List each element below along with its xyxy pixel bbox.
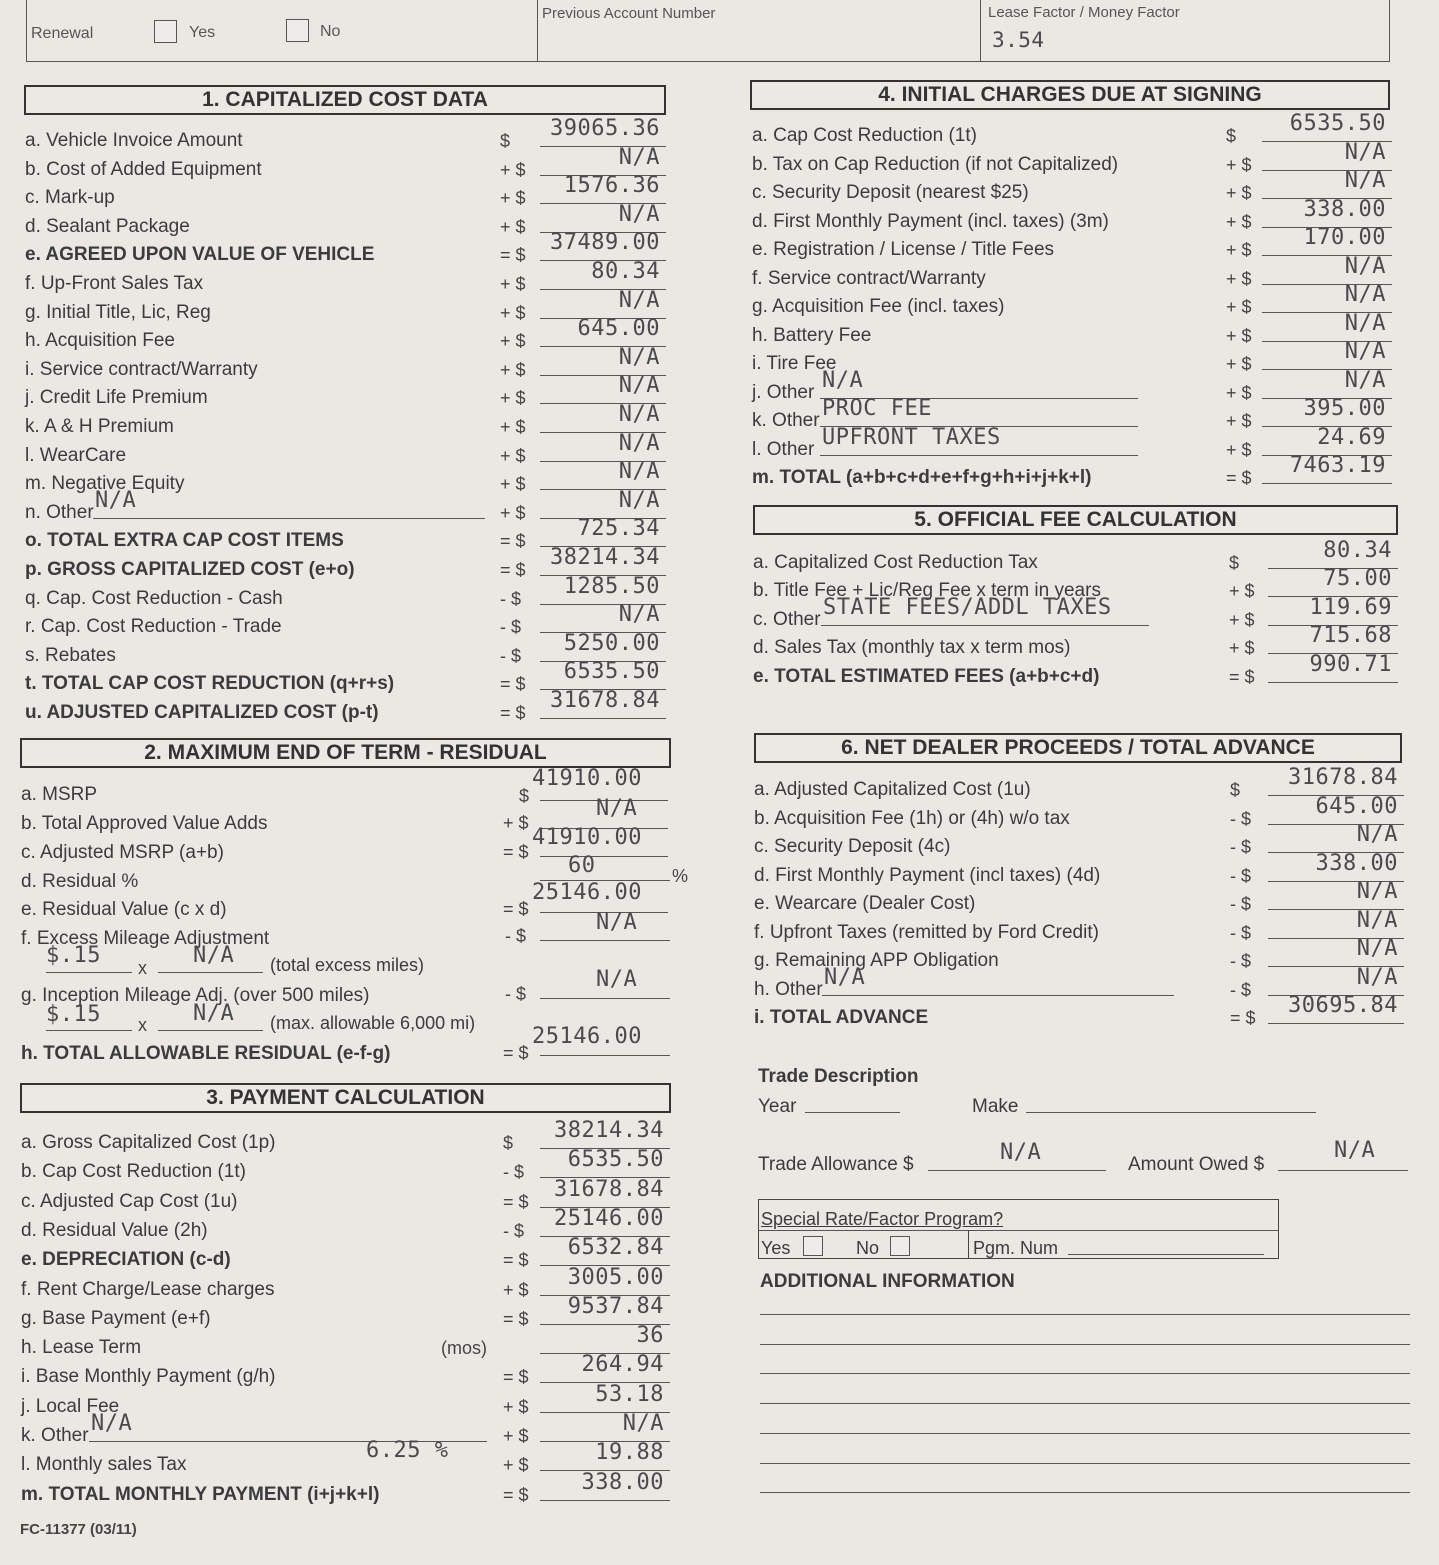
s4-row-label: g. Acquisition Fee (incl. taxes) bbox=[752, 296, 1005, 317]
s2-d-label: d. Residual % bbox=[21, 871, 139, 892]
s3-other-value[interactable]: N/A bbox=[91, 1411, 133, 1436]
s2-e-op: = $ bbox=[503, 899, 529, 919]
s1-row-label: t. TOTAL CAP COST REDUCTION (q+r+s) bbox=[25, 673, 395, 695]
s5-row-label: b. Title Fee + Lic/Reg Fee x term in years bbox=[753, 580, 1101, 602]
s1-row-label: b. Cost of Added Equipment bbox=[25, 158, 262, 180]
s2-g-op: - $ bbox=[505, 984, 527, 1004]
s2-g-miles[interactable]: N/A bbox=[193, 1001, 235, 1026]
s2-g-miles-line bbox=[158, 1030, 263, 1031]
trade-allowance-line bbox=[928, 1170, 1106, 1171]
s5-row-label: d. Sales Tax (monthly tax x term mos) bbox=[753, 637, 1071, 659]
s1-row-line bbox=[540, 718, 666, 719]
s1-row-label: h. Acquisition Fee bbox=[25, 330, 175, 352]
s2-d-percent: % bbox=[672, 866, 689, 886]
s1-row-label: g. Initial Title, Lic, Reg bbox=[25, 301, 211, 323]
s3-row-operator: + $ bbox=[503, 1455, 529, 1476]
s4-row-value[interactable]: N/A bbox=[1344, 282, 1386, 307]
s3-row-operator: = $ bbox=[503, 1250, 529, 1271]
s3-row-operator: - $ bbox=[503, 1162, 525, 1183]
s1-row-label: p. GROSS CAPITALIZED COST (e+o) bbox=[25, 559, 355, 580]
s3-row-value[interactable]: 19.88 bbox=[595, 1440, 664, 1466]
s3-row-operator: (mos) bbox=[441, 1338, 487, 1359]
s6-row-label: a. Adjusted Capitalized Cost (1u) bbox=[754, 779, 1031, 800]
s1-row-label: c. Mark-up bbox=[25, 187, 115, 209]
s2-g-label: g. Inception Mileage Adj. (over 500 miles) bbox=[21, 985, 370, 1006]
special-rate-divider bbox=[758, 1230, 1279, 1231]
s4-title: 4. INITIAL CHARGES DUE AT SIGNING bbox=[750, 80, 1390, 110]
s5-row-operator: + $ bbox=[1229, 638, 1255, 659]
s2-f-value[interactable]: N/A bbox=[596, 910, 638, 935]
s3-row-value[interactable]: 9537.84 bbox=[567, 1293, 664, 1319]
amount-owed-label: Amount Owed $ bbox=[1128, 1154, 1265, 1175]
s1-row-operator: + $ bbox=[500, 274, 526, 294]
s6-row-label: c. Security Deposit (4c) bbox=[754, 836, 951, 857]
s6-title: 6. NET DEALER PROCEEDS / TOTAL ADVANCE bbox=[754, 733, 1402, 763]
s4-row-operator: + $ bbox=[1226, 297, 1252, 317]
s2-c-line bbox=[540, 856, 668, 857]
s4-row-value[interactable]: 338.00 bbox=[1303, 196, 1386, 222]
s1-row-label: o. TOTAL EXTRA CAP COST ITEMS bbox=[25, 530, 344, 552]
s1-row-operator: = $ bbox=[500, 245, 526, 266]
s1-row-operator: + $ bbox=[500, 388, 526, 409]
amount-owed-line bbox=[1278, 1170, 1408, 1171]
s1-row-label: q. Cap. Cost Reduction - Cash bbox=[25, 587, 283, 609]
s6-row-label: d. First Monthly Payment (incl taxes) (4d) bbox=[754, 864, 1101, 886]
s2-f-rate-line bbox=[46, 972, 132, 973]
s3-title: 3. PAYMENT CALCULATION bbox=[20, 1083, 671, 1113]
s1-row-operator: - $ bbox=[500, 617, 522, 638]
s6-row-operator: = $ bbox=[1230, 1008, 1256, 1028]
s2-g-value[interactable]: N/A bbox=[596, 967, 638, 992]
s1-row-value[interactable]: N/A bbox=[618, 373, 660, 399]
s3-row-line bbox=[540, 1500, 670, 1501]
s2-h-label: h. TOTAL ALLOWABLE RESIDUAL (e-f-g) bbox=[21, 1043, 391, 1064]
s6-row-value[interactable]: N/A bbox=[1356, 936, 1398, 961]
additional-info-line[interactable] bbox=[760, 1492, 1410, 1493]
s1-row-value[interactable]: N/A bbox=[618, 402, 660, 427]
s2-f-miles[interactable]: N/A bbox=[193, 943, 235, 968]
s1-row-operator: = $ bbox=[500, 531, 526, 552]
s1-row-operator: = $ bbox=[500, 674, 526, 695]
s1-row-label: i. Service contract/Warranty bbox=[25, 358, 258, 380]
s1-row-operator: $ bbox=[500, 131, 511, 151]
s5-other-value[interactable]: STATE FEES/ADDL TAXES bbox=[823, 594, 1112, 620]
s3-row-value[interactable]: 53.18 bbox=[595, 1381, 664, 1407]
section-2-title: 2. MAXIMUM END OF TERM - RESIDUAL bbox=[20, 738, 671, 768]
header-divider bbox=[537, 0, 538, 62]
s4-row-label: d. First Monthly Payment (incl. taxes) (3m) bbox=[752, 210, 1109, 232]
s6-row-label: g. Remaining APP Obligation bbox=[754, 950, 999, 971]
s1-row-value[interactable]: N/A bbox=[618, 144, 660, 170]
s1-row-value[interactable]: 6535.50 bbox=[563, 659, 660, 685]
s1-other-value[interactable]: N/A bbox=[95, 487, 137, 513]
s3-row-value[interactable]: 338.00 bbox=[581, 1469, 664, 1495]
s4-row-value[interactable]: 6535.50 bbox=[1289, 111, 1386, 136]
s4-row-value[interactable]: N/A bbox=[1344, 367, 1386, 393]
trade-year-field[interactable] bbox=[805, 1112, 900, 1113]
s6-row-operator: - $ bbox=[1230, 922, 1252, 943]
s4-row-value[interactable]: N/A bbox=[1344, 310, 1386, 336]
s2-g-note: (max. allowable 6,000 mi) bbox=[270, 1013, 476, 1033]
s6-row-label: h. Other bbox=[754, 978, 823, 1000]
s1-row-value[interactable]: 1576.36 bbox=[563, 173, 660, 199]
renewal-label: Renewal bbox=[31, 25, 94, 42]
s2-a-value[interactable]: 41910.00 bbox=[532, 766, 642, 791]
s2-g-times: x bbox=[138, 1015, 147, 1035]
s1-row-label: l. WearCare bbox=[25, 444, 127, 466]
s1-row-operator: + $ bbox=[500, 159, 526, 180]
s2-b-value[interactable]: N/A bbox=[596, 796, 638, 821]
s3-row-value[interactable]: 264.94 bbox=[581, 1352, 664, 1378]
s6-other-value[interactable]: N/A bbox=[824, 964, 866, 990]
s2-g-line bbox=[540, 998, 670, 999]
s2-a-label: a. MSRP bbox=[21, 784, 98, 805]
additional-info-line[interactable] bbox=[760, 1314, 1410, 1315]
s3-row-value[interactable]: 6535.50 bbox=[567, 1147, 664, 1173]
s3-row-label: g. Base Payment (e+f) bbox=[21, 1307, 211, 1329]
s1-row-value[interactable]: 80.34 bbox=[591, 259, 660, 284]
s6-row-value[interactable]: N/A bbox=[1356, 879, 1398, 904]
s5-row-label: c. Other bbox=[753, 608, 821, 630]
s2-b-label: b. Total Approved Value Adds bbox=[21, 813, 268, 834]
s1-row-value[interactable]: 31678.84 bbox=[550, 688, 660, 713]
s1-row-value[interactable]: N/A bbox=[618, 430, 660, 456]
s3-row-operator: + $ bbox=[503, 1396, 529, 1417]
s1-row-value[interactable]: N/A bbox=[618, 287, 660, 313]
s5-row-value[interactable]: 990.71 bbox=[1309, 651, 1392, 677]
s5-row-value[interactable]: 75.00 bbox=[1323, 566, 1392, 592]
s4-row-value[interactable]: N/A bbox=[1344, 168, 1386, 193]
s4-row-value[interactable]: 24.69 bbox=[1317, 424, 1386, 450]
trade-description-title: Trade Description bbox=[758, 1066, 919, 1087]
s1-row-value[interactable]: 38214.34 bbox=[550, 545, 660, 570]
additional-info-line[interactable] bbox=[760, 1373, 1410, 1374]
s2-f-miles-line bbox=[158, 972, 263, 973]
s2-e-label: e. Residual Value (c x d) bbox=[21, 899, 227, 920]
s4-row-value[interactable]: N/A bbox=[1344, 253, 1386, 279]
s4-other-value[interactable]: UPFRONT TAXES bbox=[822, 424, 1001, 450]
s2-f-note: (total excess miles) bbox=[270, 955, 425, 975]
s6-row-value[interactable]: 338.00 bbox=[1315, 850, 1398, 876]
s5-title: 5. OFFICIAL FEE CALCULATION bbox=[753, 505, 1398, 535]
s2-h-op: = $ bbox=[503, 1043, 529, 1063]
s1-row-label: e. AGREED UPON VALUE OF VEHICLE bbox=[25, 244, 375, 266]
s3-row-value[interactable]: 31678.84 bbox=[554, 1176, 664, 1202]
s6-row-value[interactable]: 30695.84 bbox=[1288, 993, 1398, 1018]
header-divider bbox=[980, 0, 981, 62]
s5-other-line bbox=[821, 625, 1149, 626]
s1-row-operator: + $ bbox=[500, 445, 526, 466]
s3-row-label: j. Local Fee bbox=[21, 1395, 120, 1417]
trade-allowance-value[interactable]: N/A bbox=[1000, 1140, 1042, 1165]
s1-row-label: d. Sealant Package bbox=[25, 215, 190, 237]
s1-row-value[interactable]: 39065.36 bbox=[550, 116, 660, 141]
s4-row-operator: + $ bbox=[1226, 154, 1252, 175]
s4-row-operator: + $ bbox=[1226, 411, 1252, 431]
s6-row-value[interactable]: N/A bbox=[1356, 964, 1398, 990]
s3-row-value[interactable]: 3005.00 bbox=[567, 1264, 664, 1290]
s1-row-value[interactable]: N/A bbox=[618, 459, 660, 485]
s4-row-value[interactable]: 7463.19 bbox=[1289, 453, 1386, 478]
s3-row-label: b. Cap Cost Reduction (1t) bbox=[21, 1161, 246, 1183]
s1-row-value[interactable]: 5250.00 bbox=[563, 630, 660, 656]
s2-e-value[interactable]: 25146.00 bbox=[532, 880, 642, 905]
s5-row-operator: = $ bbox=[1229, 666, 1255, 687]
s3-row-label: i. Base Monthly Payment (g/h) bbox=[21, 1366, 276, 1388]
s4-row-operator: + $ bbox=[1226, 240, 1252, 260]
lease-factor-value[interactable]: 3.54 bbox=[992, 28, 1045, 52]
s6-row-line bbox=[1268, 1023, 1404, 1024]
s1-row-label: n. Other bbox=[25, 501, 94, 523]
pgm-num-label: Pgm. Num bbox=[973, 1238, 1059, 1258]
s4-row-value[interactable]: 395.00 bbox=[1303, 396, 1386, 421]
s4-row-label: h. Battery Fee bbox=[752, 324, 872, 346]
s4-other-value[interactable]: PROC FEE bbox=[822, 396, 932, 421]
s6-row-value[interactable]: 645.00 bbox=[1315, 793, 1398, 819]
s2-h-line bbox=[540, 1055, 670, 1056]
s3-row-label: k. Other bbox=[21, 1425, 89, 1446]
s2-c-value[interactable]: 41910.00 bbox=[532, 825, 642, 850]
s1-row-operator: - $ bbox=[500, 645, 522, 666]
s2-c-label: c. Adjusted MSRP (a+b) bbox=[21, 842, 224, 863]
s4-row-label: f. Service contract/Warranty bbox=[752, 267, 986, 289]
s5-row-operator: + $ bbox=[1229, 609, 1255, 630]
s1-row-operator: + $ bbox=[500, 216, 526, 237]
s6-row-operator: - $ bbox=[1230, 837, 1252, 857]
s2-a-op: $ bbox=[519, 786, 530, 806]
s1-row-label: u. ADJUSTED CAPITALIZED COST (p-t) bbox=[25, 702, 379, 723]
additional-info-line[interactable] bbox=[760, 1344, 1410, 1345]
s4-row-label: l. Other bbox=[752, 438, 815, 460]
s3-row-label: m. TOTAL MONTHLY PAYMENT (i+j+k+l) bbox=[21, 1483, 380, 1505]
s3-row-operator: = $ bbox=[503, 1308, 529, 1329]
s3-row-operator: + $ bbox=[503, 1426, 529, 1446]
special-rate-title: Special Rate/Factor Program? bbox=[761, 1209, 1004, 1229]
s3-row-label: d. Residual Value (2h) bbox=[21, 1219, 208, 1241]
s5-row-operator: + $ bbox=[1229, 581, 1255, 602]
s1-row-label: m. Negative Equity bbox=[25, 473, 185, 495]
s3-row-operator: + $ bbox=[503, 1279, 529, 1300]
s3-row-value[interactable]: 6532.84 bbox=[567, 1235, 664, 1261]
s3-row-label: l. Monthly sales Tax bbox=[21, 1454, 187, 1476]
s3-row-label: h. Lease Term bbox=[21, 1337, 142, 1359]
s4-row-operator: + $ bbox=[1226, 439, 1252, 460]
s1-row-operator: + $ bbox=[500, 417, 526, 437]
s3-row-value[interactable]: N/A bbox=[622, 1411, 664, 1436]
s1-row-label: f. Up-Front Sales Tax bbox=[25, 273, 204, 294]
s1-row-value[interactable]: 1285.50 bbox=[563, 573, 660, 599]
s1-title: 1. CAPITALIZED COST DATA bbox=[24, 85, 666, 115]
s6-row-value[interactable]: N/A bbox=[1356, 907, 1398, 933]
s1-row-value[interactable]: 645.00 bbox=[577, 316, 660, 342]
s1-row-label: k. A & H Premium bbox=[25, 416, 174, 437]
trade-make-field[interactable] bbox=[1026, 1112, 1316, 1113]
s3-row-operator: = $ bbox=[503, 1367, 529, 1388]
s5-row-value[interactable]: 119.69 bbox=[1309, 594, 1392, 620]
s3-row-label: c. Adjusted Cap Cost (1u) bbox=[21, 1190, 238, 1212]
s5-row-value[interactable]: 80.34 bbox=[1323, 538, 1392, 563]
s3-row-label: e. DEPRECIATION (c-d) bbox=[21, 1249, 231, 1271]
renewal-yes-label: Yes bbox=[189, 24, 216, 41]
s3-row-operator: = $ bbox=[503, 1191, 529, 1212]
s4-row-line bbox=[1262, 483, 1392, 484]
s6-row-operator: - $ bbox=[1230, 894, 1252, 914]
s4-row-label: m. TOTAL (a+b+c+d+e+f+g+h+i+j+k+l) bbox=[752, 467, 1092, 488]
renewal-no-label: No bbox=[320, 23, 341, 40]
s6-row-operator: - $ bbox=[1230, 979, 1252, 1000]
s1-row-value[interactable]: N/A bbox=[618, 344, 660, 370]
amount-owed-value[interactable]: N/A bbox=[1334, 1138, 1376, 1163]
s6-row-operator: $ bbox=[1230, 780, 1241, 800]
s1-row-value[interactable]: N/A bbox=[618, 487, 660, 513]
lease-factor-label: Lease Factor / Money Factor bbox=[988, 4, 1180, 21]
s3-row-value[interactable]: 38214.34 bbox=[554, 1118, 664, 1143]
s6-row-label: b. Acquisition Fee (1h) or (4h) w/o tax bbox=[754, 807, 1070, 829]
s4-row-value[interactable]: N/A bbox=[1344, 339, 1386, 364]
s6-row-value[interactable]: N/A bbox=[1356, 822, 1398, 847]
s1-row-value[interactable]: 725.34 bbox=[577, 516, 660, 542]
form-id: FC-11377 (03/11) bbox=[20, 1521, 137, 1538]
s1-row-operator: = $ bbox=[500, 703, 526, 723]
s1-other-line bbox=[93, 518, 485, 519]
additional-info-title: ADDITIONAL INFORMATION bbox=[760, 1271, 1015, 1292]
s3-tax-rate[interactable]: 6.25 % bbox=[366, 1438, 449, 1464]
special-yes-checkbox[interactable] bbox=[803, 1236, 823, 1256]
s4-row-operator: $ bbox=[1226, 126, 1237, 146]
s4-row-operator: = $ bbox=[1226, 468, 1252, 488]
s4-row-operator: + $ bbox=[1226, 211, 1252, 232]
additional-info-line[interactable] bbox=[760, 1403, 1410, 1404]
renewal-no-checkbox[interactable] bbox=[286, 19, 309, 42]
s1-row-operator: - $ bbox=[500, 588, 522, 609]
s4-row-label: c. Security Deposit (nearest $25) bbox=[752, 182, 1029, 203]
s4-row-value[interactable]: 170.00 bbox=[1303, 225, 1386, 250]
s4-row-operator: + $ bbox=[1226, 183, 1252, 203]
s6-row-label: e. Wearcare (Dealer Cost) bbox=[754, 893, 976, 914]
s6-row-operator: - $ bbox=[1230, 808, 1252, 829]
s1-row-operator: = $ bbox=[500, 560, 526, 580]
s4-row-label: j. Other bbox=[752, 381, 815, 403]
s1-row-operator: + $ bbox=[500, 474, 526, 495]
s4-row-value[interactable]: N/A bbox=[1344, 139, 1386, 165]
s3-row-operator: $ bbox=[503, 1133, 514, 1153]
s1-row-label: s. Rebates bbox=[25, 644, 116, 666]
s6-row-operator: - $ bbox=[1230, 865, 1252, 886]
trade-allowance-label: Trade Allowance $ bbox=[758, 1154, 914, 1175]
s4-row-label: i. Tire Fee bbox=[752, 353, 837, 374]
s1-row-value[interactable]: N/A bbox=[618, 602, 660, 628]
s2-f-label: f. Excess Mileage Adjustment bbox=[21, 928, 270, 949]
special-no-label: No bbox=[856, 1238, 880, 1258]
s3-row-label: f. Rent Charge/Lease charges bbox=[21, 1278, 275, 1300]
s4-row-operator: + $ bbox=[1226, 325, 1252, 346]
special-yes-label: Yes bbox=[761, 1238, 791, 1258]
previous-account-label: Previous Account Number bbox=[542, 5, 716, 22]
s2-d-value[interactable]: 60 bbox=[568, 853, 596, 878]
s4-row-label: a. Cap Cost Reduction (1t) bbox=[752, 125, 977, 146]
s6-row-operator: - $ bbox=[1230, 951, 1252, 971]
s5-row-value[interactable]: 715.68 bbox=[1309, 623, 1392, 649]
s2-f-op: - $ bbox=[505, 926, 527, 946]
s2-c-op: = $ bbox=[503, 842, 529, 862]
s6-row-value[interactable]: 31678.84 bbox=[1288, 765, 1398, 790]
s4-row-label: e. Registration / License / Title Fees bbox=[752, 239, 1055, 260]
s3-row-operator: - $ bbox=[503, 1220, 525, 1241]
s4-other-line bbox=[820, 455, 1138, 456]
s1-row-operator: + $ bbox=[500, 359, 526, 380]
s1-row-operator: + $ bbox=[500, 331, 526, 352]
s5-row-label: a. Capitalized Cost Reduction Tax bbox=[753, 552, 1038, 573]
s1-row-label: r. Cap. Cost Reduction - Trade bbox=[25, 616, 282, 638]
s1-row-value[interactable]: 37489.00 bbox=[550, 230, 660, 256]
s4-other-value[interactable]: N/A bbox=[822, 367, 864, 393]
s4-row-label: b. Tax on Cap Reduction (if not Capitalized) bbox=[752, 153, 1119, 175]
s2-b-op: + $ bbox=[503, 813, 529, 833]
s2-f-line bbox=[540, 940, 670, 941]
trade-make-label: Make bbox=[972, 1096, 1019, 1117]
s3-row-value[interactable]: 36 bbox=[636, 1323, 664, 1349]
trade-year-label: Year bbox=[758, 1096, 797, 1117]
s3-row-value[interactable]: 25146.00 bbox=[554, 1205, 664, 1231]
s5-row-operator: $ bbox=[1229, 553, 1240, 573]
s3-row-operator: = $ bbox=[503, 1484, 529, 1505]
special-no-checkbox[interactable] bbox=[890, 1236, 910, 1256]
s6-other-line bbox=[822, 995, 1174, 996]
s4-row-operator: + $ bbox=[1226, 268, 1252, 289]
s2-g-rate[interactable]: $.15 bbox=[46, 1002, 101, 1027]
s1-row-operator: + $ bbox=[500, 302, 526, 323]
s1-row-operator: + $ bbox=[500, 502, 526, 523]
special-rate-divider bbox=[968, 1230, 969, 1258]
s1-row-label: j. Credit Life Premium bbox=[25, 387, 208, 409]
s5-row-line bbox=[1268, 682, 1398, 683]
additional-info-line[interactable] bbox=[760, 1463, 1410, 1464]
s2-f-rate[interactable]: $.15 bbox=[46, 943, 101, 968]
s3-row-label: a. Gross Capitalized Cost (1p) bbox=[21, 1132, 276, 1153]
s4-row-operator: + $ bbox=[1226, 382, 1252, 403]
s2-h-value[interactable]: 25146.00 bbox=[532, 1024, 642, 1049]
s5-row-label: e. TOTAL ESTIMATED FEES (a+b+c+d) bbox=[753, 665, 1100, 687]
renewal-yes-checkbox[interactable] bbox=[154, 20, 177, 43]
additional-info-line[interactable] bbox=[760, 1433, 1410, 1434]
pgm-num-field[interactable] bbox=[1068, 1254, 1264, 1255]
s6-row-label: i. TOTAL ADVANCE bbox=[754, 1007, 929, 1028]
s2-f-times: x bbox=[138, 958, 147, 978]
s1-row-label: a. Vehicle Invoice Amount bbox=[25, 130, 243, 151]
s4-row-label: k. Other bbox=[752, 410, 820, 431]
s1-row-operator: + $ bbox=[500, 188, 526, 209]
s1-row-value[interactable]: N/A bbox=[618, 201, 660, 227]
s6-row-label: f. Upfront Taxes (remitted by Ford Credit) bbox=[754, 921, 1099, 943]
s4-row-operator: + $ bbox=[1226, 354, 1252, 374]
s2-g-rate-line bbox=[46, 1030, 132, 1031]
